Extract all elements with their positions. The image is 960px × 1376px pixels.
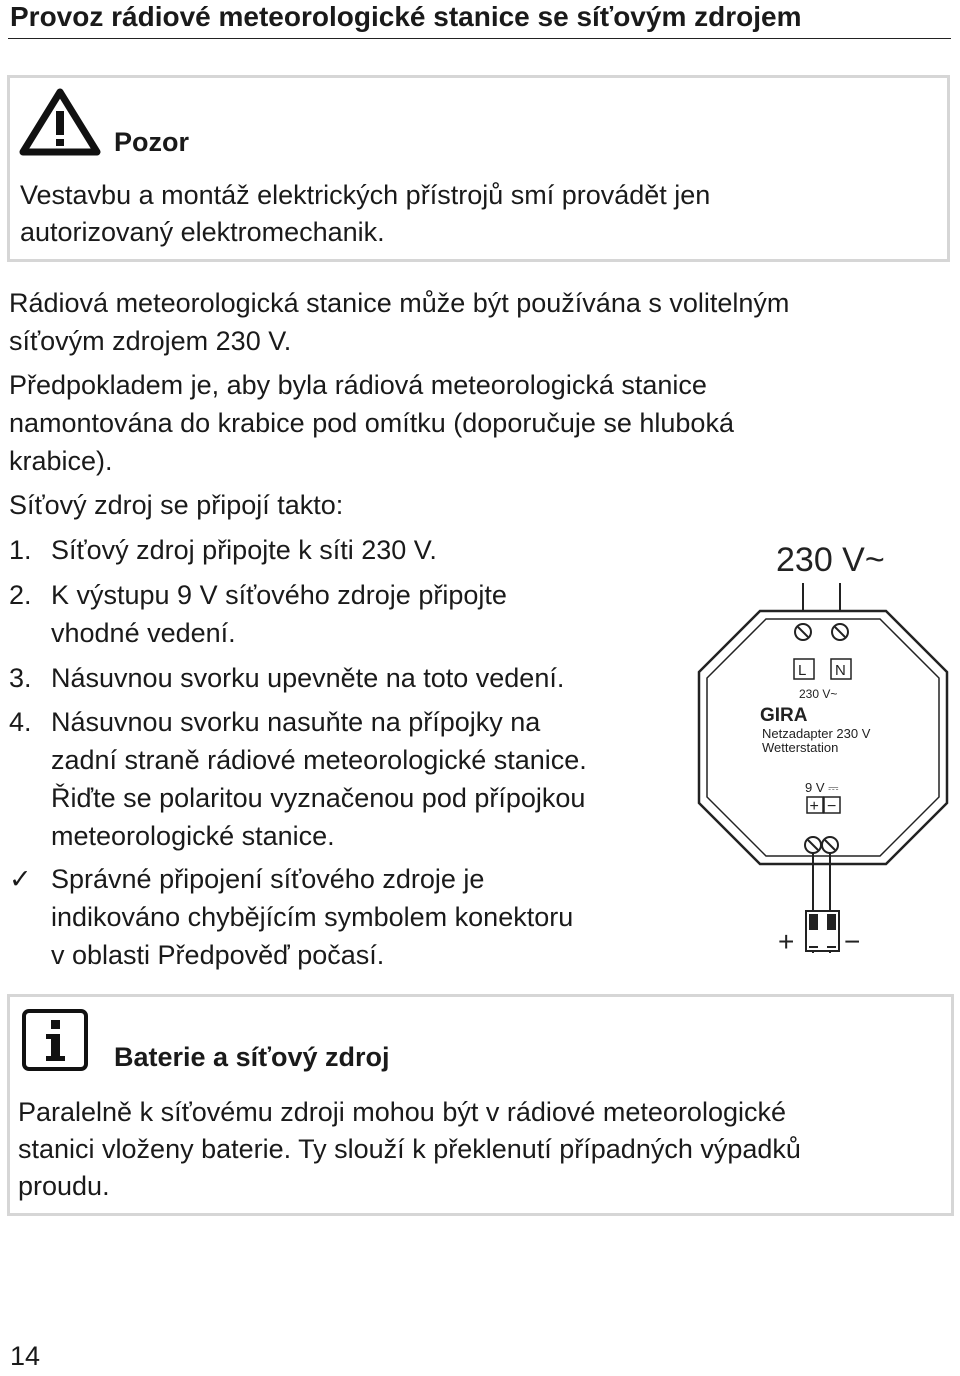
warning-heading: Pozor bbox=[114, 127, 190, 157]
intro-p2-line-2: namontována do krabice pod omítku (doporučuje se hluboká bbox=[9, 408, 734, 438]
step-text: Správné připojení síťového zdroje je bbox=[51, 864, 485, 894]
step-text: vhodné vedení. bbox=[51, 618, 236, 648]
step-text: Síťový zdroj připojte k síti 230 V. bbox=[51, 535, 437, 565]
inner-voltage-label: 230 V~ bbox=[799, 687, 838, 701]
intro-p2-line-3: krabice). bbox=[9, 446, 113, 476]
checkmark-icon: ✓ bbox=[9, 864, 32, 894]
plug-minus-label: − bbox=[844, 926, 861, 957]
product-name-line-1: Netzadapter 230 V bbox=[762, 726, 871, 741]
info-text-line-2: stanici vloženy baterie. Ty slouží k překlenutí případných výpadků bbox=[18, 1134, 801, 1164]
info-icon bbox=[22, 1009, 88, 1071]
power-adapter-diagram bbox=[690, 535, 955, 965]
page-number: 14 bbox=[10, 1341, 41, 1371]
step-text: Násuvnou svorku upevněte na toto vedení. bbox=[51, 663, 565, 693]
output-screw-terminal bbox=[822, 837, 838, 853]
title-divider bbox=[8, 38, 951, 39]
step-text: K výstupu 9 V síťového zdroje připojte bbox=[51, 580, 507, 610]
info-text-line-1: Paralelně k síťovému zdroji mohou být v rádiové meteorologické bbox=[18, 1097, 786, 1127]
warning-triangle-icon bbox=[18, 86, 102, 158]
product-name-line-2: Wetterstation bbox=[762, 740, 839, 755]
terminal-n-label: N bbox=[835, 662, 846, 679]
warning-text-line-1: Vestavbu a montáž elektrických přístrojů smí provádět jen bbox=[20, 180, 711, 210]
intro-p2-line-1: Předpokladem je, aby byla rádiová meteorologická stanice bbox=[9, 370, 707, 400]
step-number: 3. bbox=[9, 663, 32, 693]
output-minus-small: − bbox=[827, 798, 837, 815]
gira-logo: GIRA bbox=[760, 705, 808, 726]
supply-voltage-label: 230 V~ bbox=[776, 541, 885, 579]
page-title: Provoz rádiové meteorologické stanice se síťovým zdrojem bbox=[10, 1, 802, 32]
info-box bbox=[7, 994, 954, 1216]
step-text: Násuvnou svorku nasuňte na přípojky na bbox=[51, 707, 541, 737]
step-text: meteorologické stanice. bbox=[51, 821, 335, 851]
plug-plus-label: + bbox=[778, 926, 795, 957]
intro-p1-line-2: síťovým zdrojem 230 V. bbox=[9, 326, 292, 356]
info-text-line-3: proudu. bbox=[18, 1171, 110, 1201]
terminal-l-label: L bbox=[798, 662, 807, 679]
intro-p3: Síťový zdroj se připojí takto: bbox=[9, 490, 344, 520]
step-number: 4. bbox=[9, 707, 32, 737]
input-screw-terminal bbox=[832, 624, 848, 640]
step-text: v oblasti Předpověď počasí. bbox=[51, 940, 385, 970]
plug-connector bbox=[806, 911, 839, 951]
warning-text-line-2: autorizovaný elektromechanik. bbox=[20, 217, 385, 247]
step-text: Řiďte se polaritou vyznačenou pod přípojkou bbox=[51, 783, 586, 813]
output-screw-terminal bbox=[805, 837, 821, 853]
info-heading: Baterie a síťový zdroj bbox=[114, 1042, 390, 1072]
output-voltage-label: 9 V ⎓ bbox=[805, 780, 839, 795]
warning-box bbox=[7, 75, 950, 262]
intro-p1-line-1: Rádiová meteorologická stanice může být používána s volitelným bbox=[9, 288, 790, 318]
step-number: 2. bbox=[9, 580, 32, 610]
step-text: indikováno chybějícím symbolem konektoru bbox=[51, 902, 574, 932]
step-text: zadní straně rádiové meteorologické stanice. bbox=[51, 745, 587, 775]
input-screw-terminal bbox=[795, 624, 811, 640]
step-number: 1. bbox=[9, 535, 32, 565]
output-plus-small: + bbox=[809, 798, 819, 815]
